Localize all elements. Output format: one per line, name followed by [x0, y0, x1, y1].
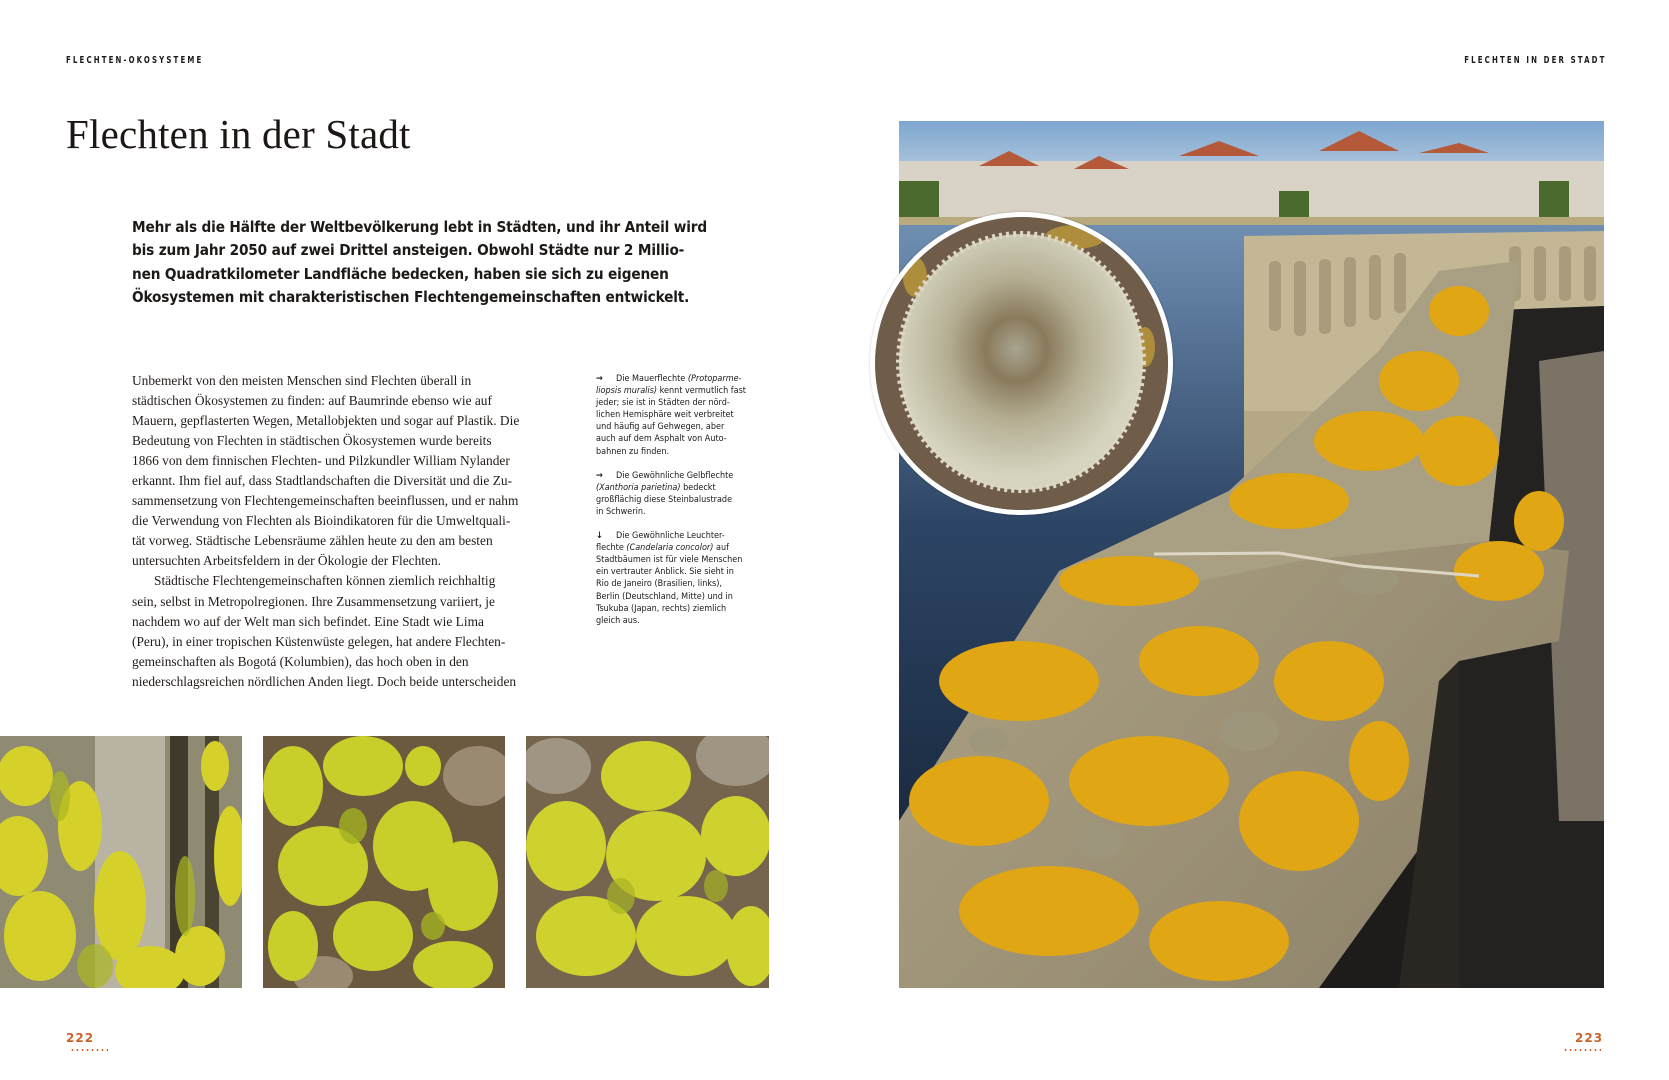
lede-line: Ökosystemen mit charakteristischen Flechtengemeinschaften entwickelt. — [132, 288, 690, 307]
body-line: nachdem wo auf der Welt man sich befindet. Eine Stadt wie Lima — [132, 613, 484, 629]
body-line: (Peru), in einer tropischen Küstenwüste gelegen, hat andere Flechten- — [132, 633, 506, 649]
body-line: niederschlagsreichen nördlichen Anden liegt. Doch beide unterscheiden — [132, 673, 517, 689]
body-line: die Verwendung von Flechten als Bioindikatoren für die Umweltquali- — [132, 513, 511, 529]
folio-dots-left — [70, 1049, 108, 1051]
folio-dots-right — [1563, 1049, 1601, 1051]
running-head-left: FLECHTEN-ÖKOSYSTEME — [66, 55, 204, 66]
body-line: Bedeutung von Flechten in städtischen Ökosystemen wurde bereits — [132, 433, 492, 449]
body-line: städtischen Ökosystemen zu finden: auf Baumrinde ebenso wie auf — [132, 393, 492, 409]
caption-leuchterflechte: ↓ Die Gewöhnliche Leuchter- flechte (Candelaria concolor) auf Stadtbäumen ist für viele Menschen ein vertrauter Anblick. Sie sieht in Rio de Janeiro (Brasilien, links), Berlin (Deutschland, Mitte) und in Tsukuba (Japan, rechts) ziemlich gleich aus. — [596, 531, 743, 626]
body-line: gemeinschaften als Bogotá (Kolumbien), das hoch oben in den — [132, 653, 469, 669]
photo-tsukuba — [526, 736, 769, 988]
body-line: untersuchten Arbeitsfeldern in der Ökologie der Flechten. — [132, 553, 442, 569]
body-line: Mauern, gepflasterten Wegen, Metallobjekten und sogar auf Plastik. Die — [132, 413, 520, 429]
body-line: sammensetzung von Flechtengemeinschaften beeinflussen, und er nahm — [132, 493, 519, 509]
page-number-right: 223 — [1575, 1031, 1604, 1045]
caption-gelbflechte: → Die Gewöhnliche Gelbflechte (Xanthoria parietina) bedeckt großflächig diese Steinbalustrade in Schwerin. — [596, 470, 734, 517]
photo-rio-de-janeiro — [0, 736, 242, 988]
body-line: sein, selbst in Metropolregionen. Ihre Zusammensetzung variiert, je — [132, 593, 495, 609]
body-text — [132, 371, 542, 692]
captions-column — [596, 373, 776, 639]
page-number-left: 222 — [66, 1031, 95, 1045]
intro-lede — [132, 216, 722, 310]
body-line: 1866 von dem finnischen Flechten- und Pilzkundler William Nylander — [132, 453, 510, 469]
lede-line: bis zum Jahr 2050 auf zwei Drittel ansteigen. Obwohl Städte nur 2 Millio- — [132, 241, 685, 260]
body-line: Städtische Flechtengemeinschaften können ziemlich reichhaltig — [154, 573, 496, 589]
lede-line: nen Quadratkilometer Landfläche bedecken, haben sie sich zu eigenen — [132, 264, 669, 283]
lede-line: Mehr als die Hälfte der Weltbevölkerung lebt in Städten, und ihr Anteil wird — [132, 218, 708, 236]
arrow-down-icon: ↓ — [596, 531, 603, 542]
page-title: Flechten in der Stadt — [66, 111, 411, 157]
running-head-right: FLECHTEN IN DER STADT — [1464, 55, 1607, 66]
body-line: tät vorweg. Städtische Lebensräume zählen heute zu den am besten — [132, 533, 493, 549]
caption-mauerflechte: → Die Mauerflechte (Protoparme- liopsis muralis) kennt vermutlich fast jeder; sie ist in Städten der nörd- lichen Hemisphäre weit verbreitet und häufig auf Gehwegen, aber auch auf dem Asphalt von Auto- bahnen zu finden. — [596, 374, 746, 457]
photo-inset-mauerflechte — [870, 212, 1173, 515]
body-line: erkannt. Ihm fiel auf, dass Stadtlandschaften die Diversität und die Zu- — [132, 473, 513, 489]
arrow-right-icon: → — [596, 470, 603, 481]
photo-berlin — [263, 736, 505, 988]
body-line: Unbemerkt von den meisten Menschen sind Flechten überall in — [132, 373, 472, 388]
arrow-right-icon: → — [596, 374, 603, 384]
